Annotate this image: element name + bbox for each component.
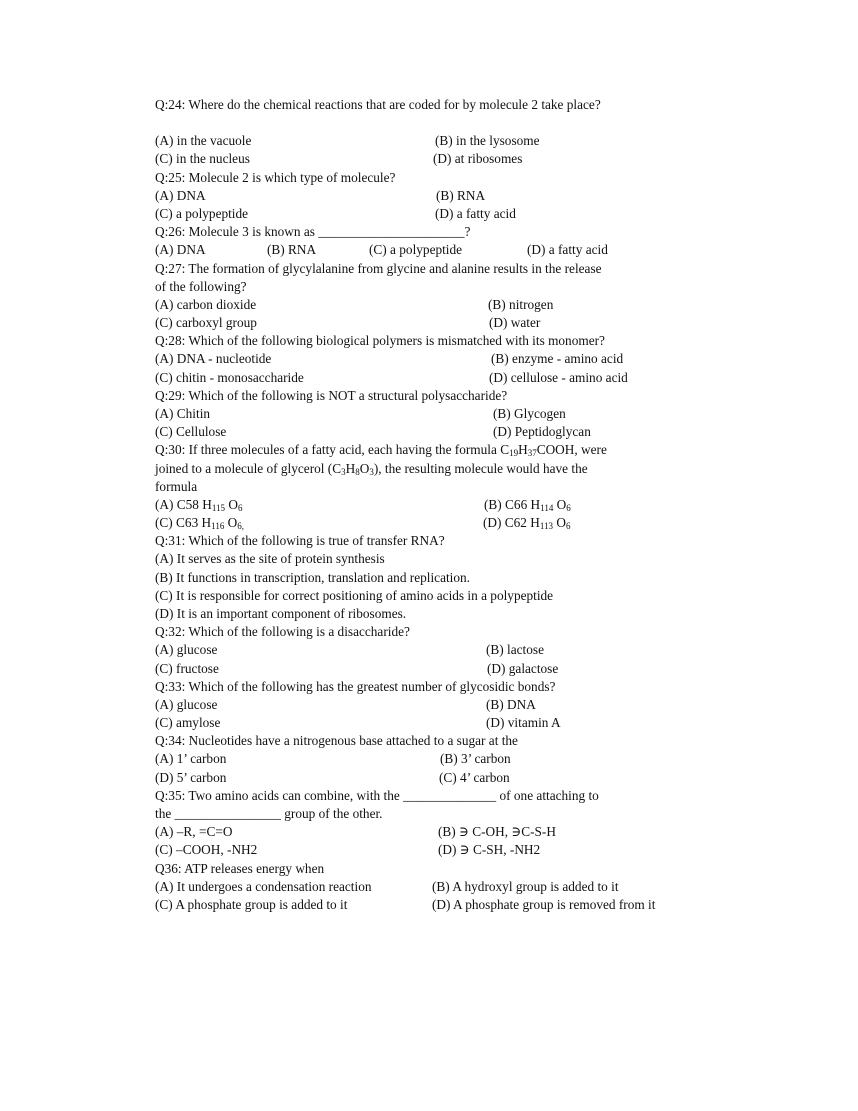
q33-option-a: (A) glucose	[155, 697, 218, 712]
q27-option-d: (D) water	[489, 315, 541, 330]
q35-question-line1: Q:35: Two amino acids can combine, with the ______________ of one attaching to	[155, 788, 599, 803]
q28-option-d: (D) cellulose - amino acid	[489, 370, 628, 385]
q29-option-c: (C) Cellulose	[155, 424, 227, 439]
q30-question-line3: formula	[155, 479, 198, 494]
q25-option-c: (C) a polypeptide	[155, 206, 249, 221]
q28-option-c: (C) chitin - monosaccharide	[155, 370, 304, 385]
q30-option-d: (D) C62 $H_{113}$ $O_6$	[483, 515, 571, 531]
q24-option-c: (C) in the nucleus	[155, 151, 250, 166]
q36-option-d: (D) A phosphate group is removed from it	[432, 897, 656, 912]
q26-option-c: (C) a polypeptide	[369, 242, 463, 257]
q33-option-d: (D) vitamin A	[486, 715, 561, 730]
q27-option-c: (C) carboxyl group	[155, 315, 257, 330]
q31-option-d: (D) It is an important component of ribosomes.	[155, 606, 407, 621]
q25-option-d: (D) a fatty acid	[435, 206, 516, 221]
q35-option-a: (A) –R, =C=O	[155, 824, 233, 839]
q29-option-b: (B) Glycogen	[493, 406, 566, 421]
q27-option-a: (A) carbon dioxide	[155, 297, 257, 312]
q26-option-a: (A) DNA	[155, 242, 206, 257]
q31-question: Q:31: Which of the following is true of transfer RNA?	[155, 533, 445, 548]
q24-option-b: (B) in the lysosome	[435, 133, 540, 148]
q30-option-c: (C) C63 $H_{116}$ $O_{6,}$	[155, 515, 245, 531]
q29-question: Q:29: Which of the following is NOT a structural polysaccharide?	[155, 388, 508, 403]
q35-option-d: (D) ∋ C-SH, -NH2	[438, 842, 541, 857]
q27-question-line2: of the following?	[155, 279, 247, 294]
q35-question-line2: the ________________ group of the other.	[155, 806, 383, 821]
q34-option-d: (D) 5’ carbon	[155, 770, 227, 785]
q24-question: Q:24: Where do the chemical reactions that are coded for by molecule 2 take place?	[155, 97, 601, 112]
q30-question-line1: Q:30: If three molecules of a fatty acid, each having the formula $C_{19}H_{37}COOH$, were	[155, 442, 607, 458]
q25-option-b: (B) RNA	[436, 188, 486, 203]
q33-option-c: (C) amylose	[155, 715, 221, 730]
q31-option-b: (B) It functions in transcription, translation and replication.	[155, 570, 470, 585]
q30-option-b: (B) C66 $H_{114}$ $O_6$	[484, 497, 571, 513]
q27-question-line1: Q:27: The formation of glycylalanine from glycine and alanine results in the release	[155, 261, 602, 276]
q35-option-b: (B) ∋ C-OH, ∋C-S-H	[438, 824, 556, 839]
q25-option-a: (A) DNA	[155, 188, 206, 203]
q33-option-b: (B) DNA	[486, 697, 536, 712]
q26-option-b: (B) RNA	[267, 242, 317, 257]
q35-option-c: (C) –COOH, -NH2	[155, 842, 258, 857]
q36-option-c: (C) A phosphate group is added to it	[155, 897, 348, 912]
q34-question: Q:34: Nucleotides have a nitrogenous base attached to a sugar at the	[155, 733, 518, 748]
q24-option-a: (A) in the vacuole	[155, 133, 252, 148]
q28-option-b: (B) enzyme - amino acid	[491, 351, 624, 366]
q32-option-b: (B) lactose	[486, 642, 544, 657]
q32-option-c: (C) fructose	[155, 661, 219, 676]
q34-option-c: (C) 4’ carbon	[439, 770, 510, 785]
q32-option-d: (D) galactose	[487, 661, 559, 676]
q32-question: Q:32: Which of the following is a disaccharide?	[155, 624, 410, 639]
q26-option-d: (D) a fatty acid	[527, 242, 608, 257]
q28-option-a: (A) DNA - nucleotide	[155, 351, 272, 366]
q29-option-d: (D) Peptidoglycan	[493, 424, 591, 439]
q28-question: Q:28: Which of the following biological polymers is mismatched with its monomer?	[155, 333, 605, 348]
q27-option-b: (B) nitrogen	[488, 297, 554, 312]
q33-question: Q:33: Which of the following has the greatest number of glycosidic bonds?	[155, 679, 556, 694]
q36-question: Q36: ATP releases energy when	[155, 861, 325, 876]
q32-option-a: (A) glucose	[155, 642, 218, 657]
q25-question: Q:25: Molecule 2 is which type of molecule?	[155, 170, 396, 185]
q30-question-line2: joined to a molecule of glycerol $(C_3H_8O_3)$, the resulting molecule would have the	[155, 461, 588, 477]
q36-option-b: (B) A hydroxyl group is added to it	[432, 879, 619, 894]
q31-option-a: (A) It serves as the site of protein synthesis	[155, 551, 385, 566]
q34-option-a: (A) 1’ carbon	[155, 751, 227, 766]
q29-option-a: (A) Chitin	[155, 406, 211, 421]
q24-option-d: (D) at ribosomes	[433, 151, 523, 166]
q34-option-b: (B) 3’ carbon	[440, 751, 511, 766]
q26-question: Q:26: Molecule 3 is known as ______________________?	[155, 224, 471, 239]
q30-option-a: (A) C58 $H_{115}$ $O_6$	[155, 497, 243, 513]
q36-option-a: (A) It undergoes a condensation reaction	[155, 879, 372, 894]
q31-option-c: (C) It is responsible for correct positioning of amino acids in a polypeptide	[155, 588, 554, 603]
